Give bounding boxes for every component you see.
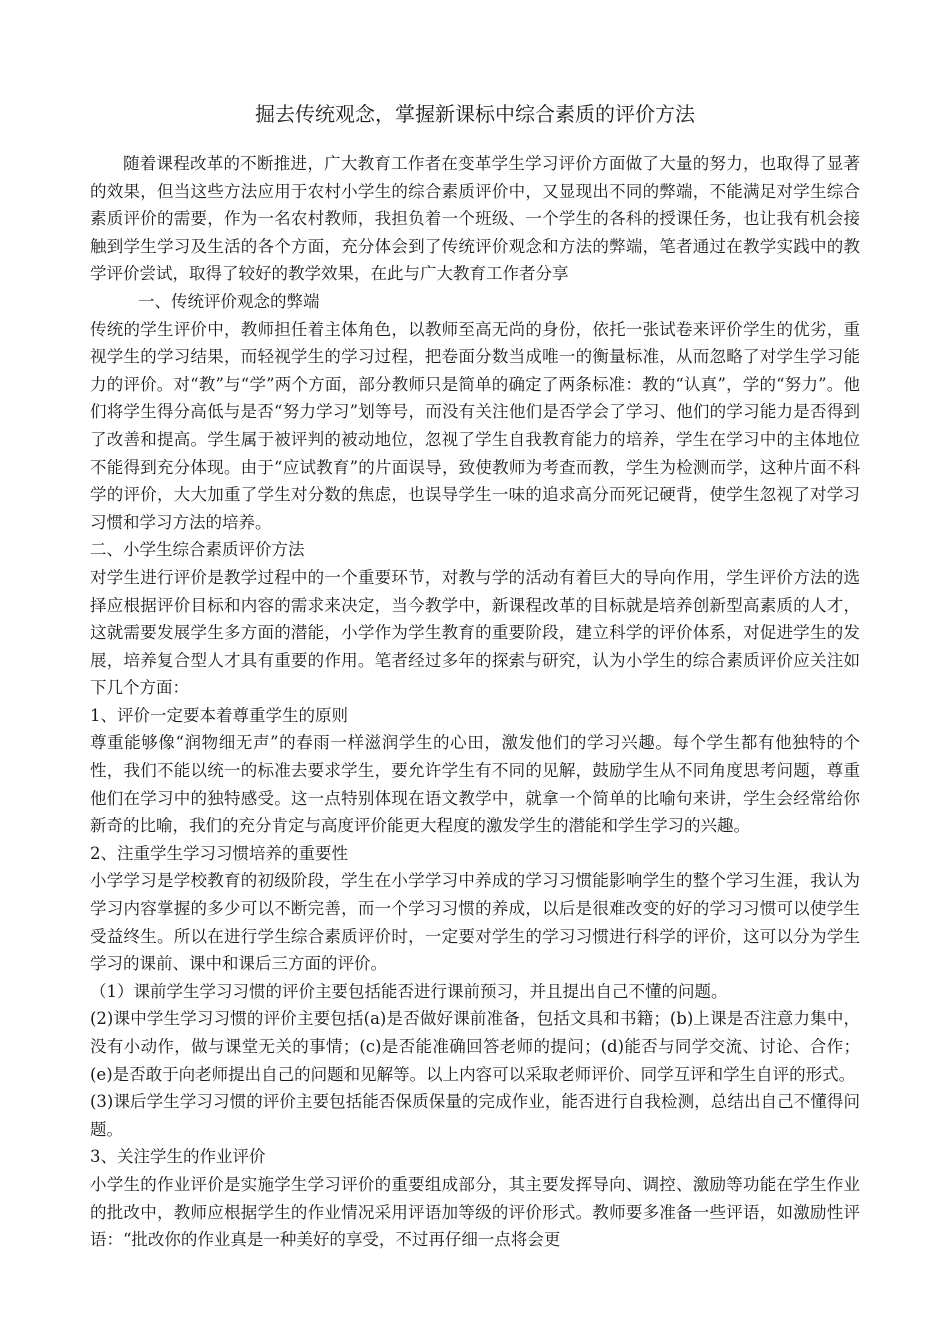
list-item: （1）课前学生学习习惯的评价主要包括能否进行课前预习，并且提出自己不懂的问题。: [90, 981, 728, 1001]
section-heading-2: 二、小学生综合素质评价方法: [90, 540, 305, 560]
body-paragraph: 小学生的作业评价是实施学生学习评价的重要组成部分，其主要发挥导向、调控、激励等功能在学生作业的批改中，教师应根据学生的作业情况采用评语加等级的评价形式。教师要多准备一些评语，如激励性评语：“批改你的作业真是一种美好的享受，不过再仔细一点将会更: [90, 1174, 860, 1250]
subsection-heading-2: 2、注重学生学习习惯培养的重要性: [90, 843, 348, 863]
document-body: [90, 150, 860, 1254]
body-paragraph: 传统的学生评价中，教师担任着主体角色，以教师至高无尚的身份，依托一张试卷来评价学生的优劣，重视学生的学习结果，而轻视学生的学习过程，把卷面分数当成唯一的衡量标准，从而忽略了对学生学习能力的评价。对“教”与“学”两个方面，部分教师只是简单的确定了两条标准：教的“认真”，学的“努力”。他们将学生得分高低与是否“努力学习”划等号，而没有关注他们是否学会了学习、他们的学习能力是否得到了改善和提高。学生属于被评判的被动地位，忽视了学生自我教育能力的培养，学生在学习中的主体地位不能得到充分体现。由于“应试教育”的片面误导，致使教师为考查而教，学生为检测而学，这种片面不科学的评价，大大加重了学生对分数的焦虑，也误导学生一味的追求高分而死记硬背，使学生忽视了对学习习惯和学习方法的培养。: [90, 319, 860, 532]
body-paragraph: 小学学习是学校教育的初级阶段，学生在小学学习中养成的学习习惯能影响学生的整个学习生涯，我认为学习内容掌握的多少可以不断完善，而一个学习习惯的养成，以后是很难改变的好的学习习惯可以使学生受益终生。所以在进行学生综合素质评价时，一定要对学生的学习习惯进行科学的评价，这可以分为学生学习的课前、课中和课后三方面的评价。: [90, 871, 860, 974]
body-paragraph: 尊重能够像“润物细无声”的春雨一样滋润学生的心田，激发他们的学习兴趣。每个学生都有他独特的个性，我们不能以统一的标准去要求学生，要允许学生有不同的见解，鼓励学生从不同角度思考问题，尊重他们在学习中的独特感受。这一点特别体现在语文教学中，就拿一个简单的比喻句来讲，学生会经常给你新奇的比喻，我们的充分肯定与高度评价能更大程度的激发学生的潜能和学生学习的兴趣。: [90, 733, 860, 836]
body-paragraph: 对学生进行评价是教学过程中的一个重要环节，对教与学的活动有着巨大的导向作用，学生评价方法的选择应根据评价目标和内容的需求来决定，当今教学中，新课程改革的目标就是培养创新型高素质的人才，这就需要发展学生多方面的潜能，小学作为学生教育的重要阶段，建立科学的评价体系，对促进学生的发展，培养复合型人才具有重要的作用。笔者经过多年的探索与研究，认为小学生的综合素质评价应关注如下几个方面：: [90, 567, 860, 698]
intro-paragraph: 随着课程改革的不断推进，广大教育工作者在变革学生学习评价方面做了大量的努力，也取得了显著的效果，但当这些方法应用于农村小学生的综合素质评价中，又显现出不同的弊端，不能满足对学生综合素质评价的需要，作为一名农村教师，我担负着一个班级、一个学生的各科的授课任务，也让我有机会接触到学生学习及生活的各个方面，充分体会到了传统评价观念和方法的弊端，笔者通过在教学实践中的教学评价尝试，取得了较好的教学效果，在此与广大教育工作者分享: [90, 154, 860, 284]
list-item: (2)课中学生学习习惯的评价主要包括(a)是否做好课前准备，包括文具和书籍；(b)上课是否注意力集中，没有小动作，做与课堂无关的事情；(c)是否能准确回答老师的提问；(d)能否与同学交流、讨论、合作；(e)是否敢于向老师提出自己的问题和见解等。以上内容可以采取老师评价、同学互评和学生自评的形式。: [90, 1009, 860, 1084]
subsection-heading-1: 1、评价一定要本着尊重学生的原则: [90, 705, 348, 725]
subsection-heading-3: 3、关注学生的作业评价: [90, 1147, 266, 1167]
document-title: 掘去传统观念，掌握新课标中综合素质的评价方法: [255, 102, 695, 126]
list-item: (3)课后学生学习习惯的评价主要包括能否保质保量的完成作业，能否进行自我检测，总结出自己不懂得问题。: [90, 1092, 860, 1139]
section-heading-1: 一、传统评价观念的弊端: [138, 291, 320, 311]
